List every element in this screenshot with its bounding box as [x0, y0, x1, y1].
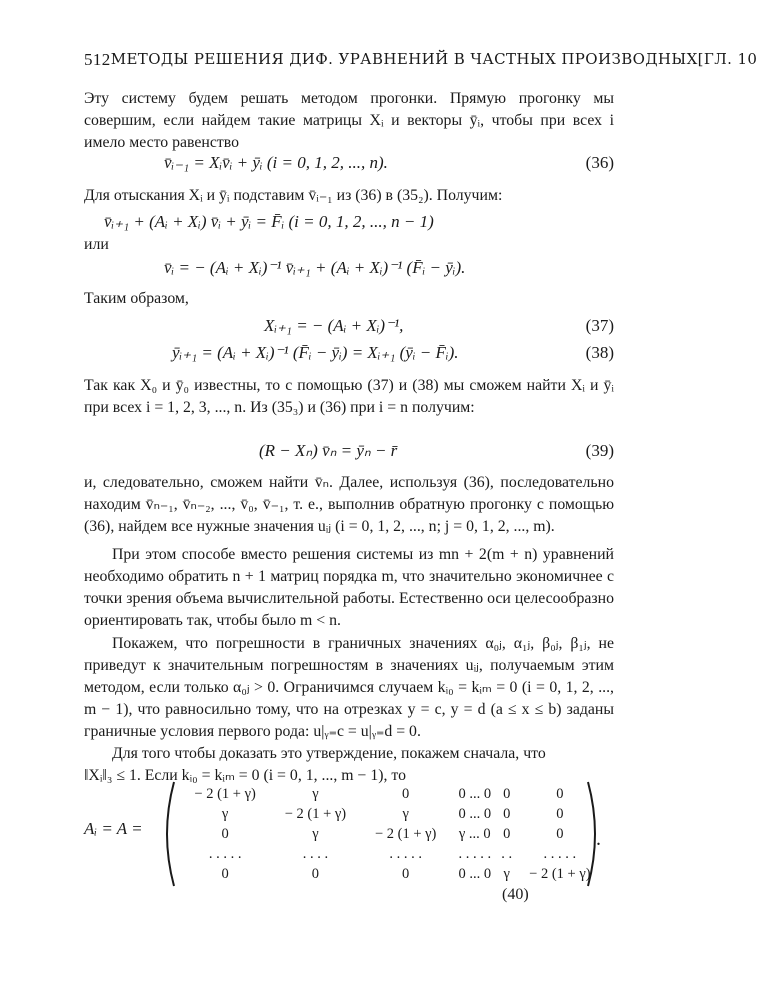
equation-40-number: (40) — [502, 886, 529, 903]
equation-solved-body: v̄ᵢ = − (Aᵢ + Xᵢ)⁻¹ v̄ᵢ₊₁ + (Aᵢ + Xᵢ)⁻¹ (F̄ᵢ − ȳᵢ). — [164, 258, 466, 277]
equation-38-number: (38) — [585, 343, 614, 362]
matrix-cell: . . . . . — [389, 845, 422, 862]
paragraph-errors: Покажем, что погрешности в граничных значениях α₀ⱼ, α₁ⱼ, β₀ⱼ, β₁ⱼ, не приведут к значительным погрешностям в значениях uᵢⱼ, получаемым этим методом, если только α₀ⱼ > 0. Ограничимся случаем kᵢ₀ = kᵢₘ = 0 (i = 0, 1, 2, ..., m − 1), что равносильно тому, что на отрезках y = c, y = d (a ≤ x ≤ b) заданы граничные условия первого рода: u|ᵧ₌c = u|ᵧ₌d = 0. — [84, 635, 614, 740]
matrix-cell: . . . . . — [543, 845, 577, 862]
left-parenthesis — [158, 780, 178, 888]
word-or: или — [84, 236, 109, 253]
matrix-cell: 0 — [221, 825, 229, 842]
paragraph-back-sweep: и, следовательно, сможем найти v̄ₙ. Далее, используя (36), последовательно находим v̄ₙ₋₁, v̄ₙ₋₂, ..., v̄₀, v̄₋₁, т. е., выполнив обратную прогонку с помощью (36), найдем все нужные значения uᵢⱼ (i = 0, 1, 2, ..., n; j = 0, 1, 2, ..., m). — [84, 474, 614, 535]
matrix-cell: γ — [221, 805, 229, 822]
matrix-cell: γ — [402, 805, 409, 822]
matrix-cell: γ ... 0 — [458, 825, 491, 842]
matrix-row — [180, 844, 605, 864]
matrix-cell: 0 — [556, 785, 564, 802]
matrix-label: Aᵢ = A = — [84, 819, 143, 838]
equation-39-body: (R − Xₙ) v̄ₙ = ȳₙ − r̄ — [259, 441, 398, 460]
page-number: 512 — [84, 50, 111, 69]
equation-substituted-body: v̄ᵢ₊₁ + (Aᵢ + Xᵢ) v̄ᵢ + ȳᵢ = F̄ᵢ (i = 0, 1, 2, ..., n − 1) — [104, 212, 434, 231]
running-title: МЕТОДЫ РЕШЕНИЯ ДИФ. УРАВНЕНИЙ В ЧАСТНЫХ ПРОИЗВОДНЫХ — [110, 50, 698, 68]
equation-37-number: (37) — [585, 316, 614, 335]
matrix-cell: 0 — [503, 825, 511, 842]
paragraph-proof-start: Для того чтобы доказать это утверждение, покажем сначала, что — [112, 745, 546, 762]
matrix-cell: 0 ... 0 — [458, 785, 492, 802]
matrix-row — [180, 804, 605, 824]
matrix-cell: 0 — [402, 785, 410, 802]
equation-36-body: v̄ᵢ₋₁ = Xᵢv̄ᵢ + ȳᵢ (i = 0, 1, 2, ..., n). — [164, 153, 388, 172]
equation-39-number: (39) — [585, 441, 614, 460]
equation-solved — [84, 256, 614, 282]
running-header — [84, 50, 757, 70]
equation-substituted — [84, 210, 614, 236]
matrix-40 — [84, 782, 614, 887]
matrix-cell: 0 — [311, 865, 320, 882]
matrix-cell: . . . . — [302, 845, 329, 862]
matrix-cell: 0 — [556, 825, 564, 842]
equation-37 — [84, 314, 614, 340]
paragraph-economy: При этом способе вместо решения системы из mn + 2(m + n) уравнений необходимо обратить n + 1 матриц порядка m, что значительно экономичнее с точки зрения объема вычислительной работы. Естественно оси целесообразно ориентировать так, чтобы было m < n. — [84, 546, 614, 629]
matrix-row — [180, 824, 605, 844]
equation-36-number: (36) — [585, 153, 614, 172]
matrix-cell: . . . . . — [208, 845, 242, 862]
paragraph-intro: Эту систему будем решать методом прогонки. Прямую прогонку мы совершим, если найдем такие матрицы Xᵢ и векторы ȳᵢ, чтобы при всех i имело место равенство — [84, 90, 614, 151]
paragraph-thus: Таким образом, — [84, 290, 189, 307]
chapter-ref: [ГЛ. 10 — [697, 50, 757, 68]
matrix-table — [180, 784, 605, 884]
matrix-cell: 0 — [503, 785, 511, 802]
matrix-cell: γ — [503, 865, 510, 882]
matrix-cell: . . . . . — [458, 845, 492, 862]
matrix-cell: γ — [312, 785, 319, 802]
matrix-cell: − 2 (1 + γ) — [374, 825, 437, 842]
matrix-cell: 0 ... 0 — [458, 865, 492, 882]
matrix-cell: 0 ... 0 — [458, 805, 492, 822]
paragraph-substitution: Для отыскания Xᵢ и ȳᵢ подставим v̄ᵢ₋₁ из (36) в (35₂). Получим: — [84, 187, 503, 204]
matrix-cell: − 2 (1 + γ) — [284, 805, 347, 822]
matrix-cell: 0 — [556, 805, 564, 822]
matrix-cell: . . — [501, 845, 513, 862]
matrix-row — [180, 784, 605, 804]
equation-37-body: Xᵢ₊₁ = − (Aᵢ + Xᵢ)⁻¹, — [264, 316, 404, 335]
paragraph-known-values: Так как X₀ и ȳ₀ известны, то с помощью (37) и (38) мы сможем найти Xᵢ и ȳᵢ при всех i = 1, 2, 3, ..., n. Из (35₃) и (36) при i = n получим: — [84, 377, 614, 416]
matrix-cell: 0 — [503, 805, 511, 822]
matrix-cell: − 2 (1 + γ) — [194, 785, 256, 802]
matrix-cell: 0 — [402, 865, 410, 882]
equation-36 — [84, 151, 614, 177]
matrix-cell: γ — [312, 825, 319, 842]
matrix-row — [180, 864, 605, 884]
matrix-end-period: . — [596, 828, 601, 850]
right-parenthesis — [584, 780, 604, 888]
norm-condition: ‖Xᵢ‖₃ ≤ 1. Если kᵢ₀ = kᵢₘ = 0 (i = 0, 1, ..., m − 1), то — [84, 767, 407, 784]
equation-39 — [84, 439, 614, 465]
matrix-cell: − 2 (1 + γ) — [529, 865, 591, 882]
matrix-cell: 0 — [221, 865, 229, 882]
equation-38 — [84, 341, 614, 367]
equation-38-body: ȳᵢ₊₁ = (Aᵢ + Xᵢ)⁻¹ (F̄ᵢ − ȳᵢ) = Xᵢ₊₁ (ȳᵢ − F̄ᵢ). — [172, 343, 459, 362]
